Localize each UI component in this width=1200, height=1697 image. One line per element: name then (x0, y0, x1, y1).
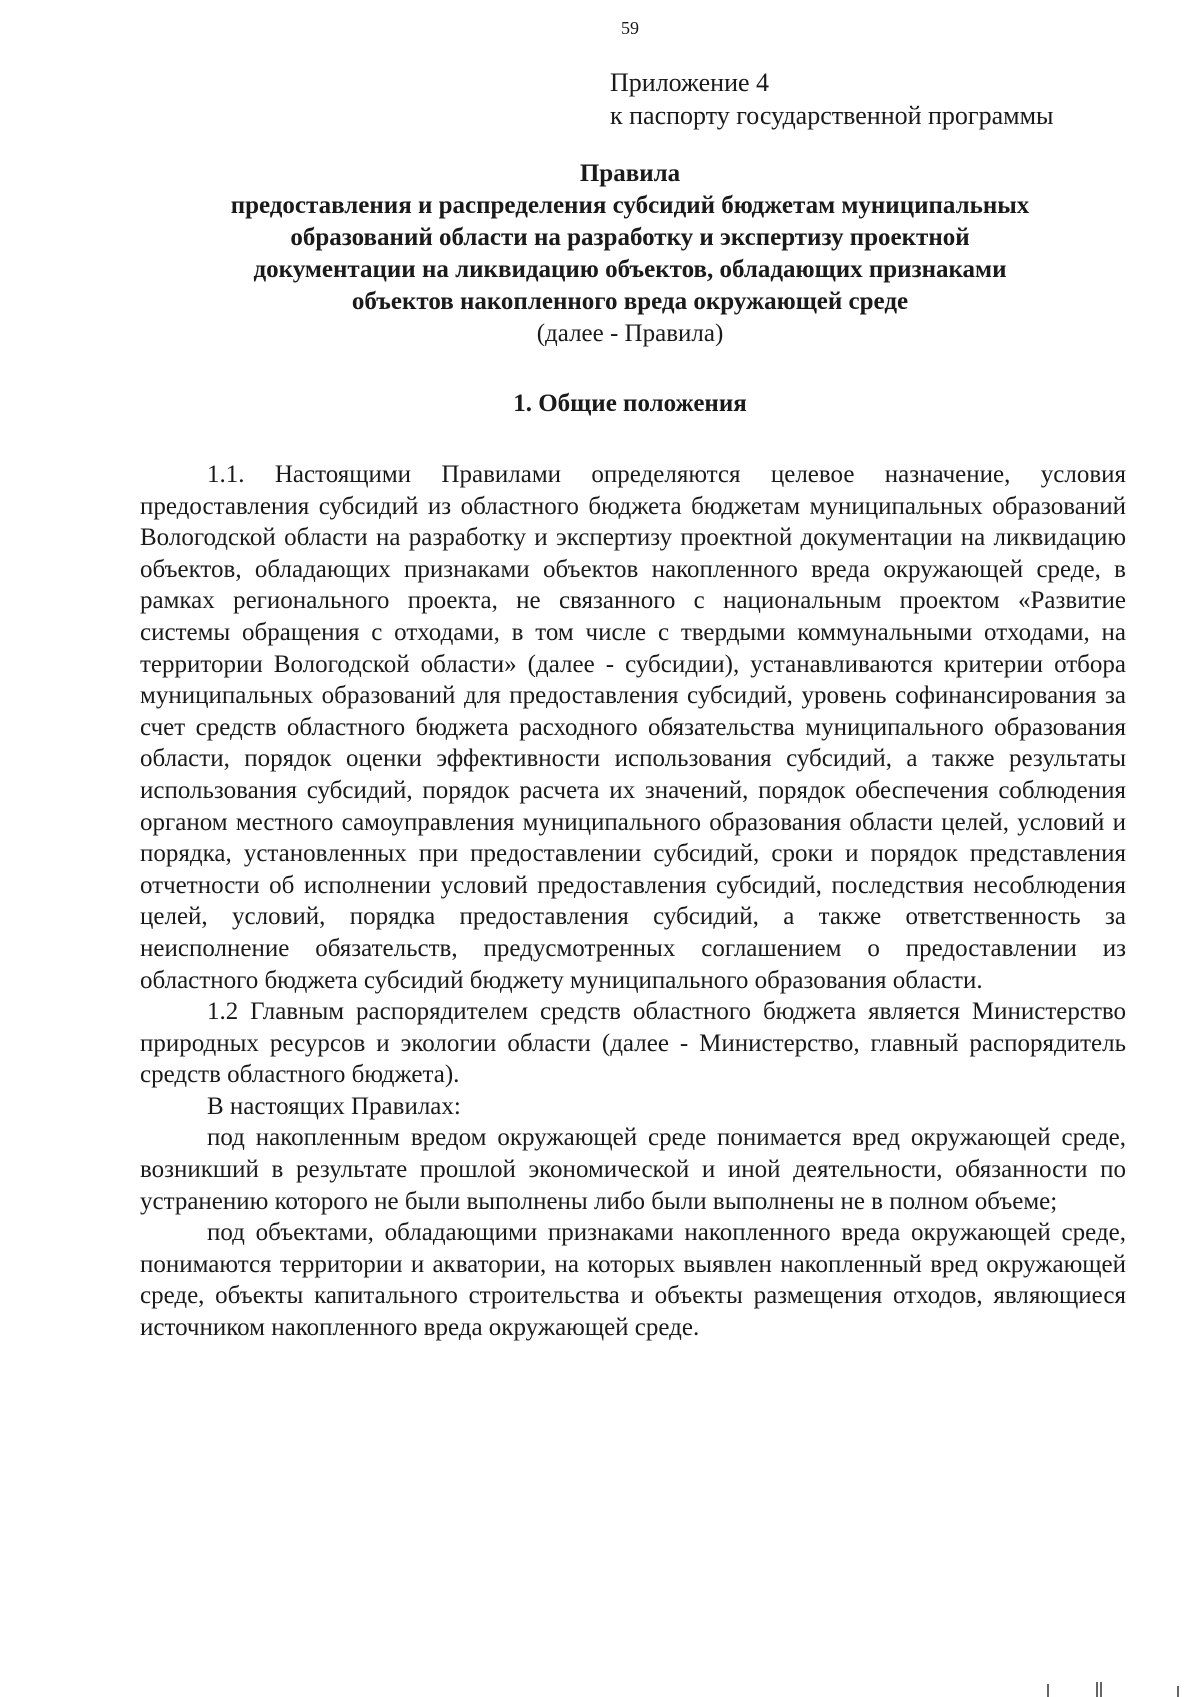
title-line: документации на ликвидацию объектов, обладающих признаками (253, 256, 1007, 283)
title-line: предоставления и распределения субсидий бюджетам муниципальных (230, 192, 1030, 219)
title-note: (далее - Правила) (536, 320, 724, 347)
page-number: 59 (621, 18, 639, 38)
title-main: Правила (579, 160, 681, 187)
paragraph: под объектами, обладающими признаками накопленного вреда окружающей среде, понимаются территории и акватории, на которых выявлен накопленный вред окружающей среде, объекты капитального строительства и объекты размещения отходов, являющиеся источником накопленного вреда окружающей среде. (140, 1219, 1126, 1342)
title-line: объектов накопленного вреда окружающей среде (351, 288, 909, 315)
paragraph: 1.2 Главным распорядителем средств областного бюджета является Министерство природных ресурсов и экологии области (далее - Министерство, главный распорядитель средств областного бюджета). (140, 998, 1126, 1089)
appendix-line-1: Приложение 4 (610, 68, 770, 97)
paragraph: под накопленным вредом окружающей среде понимается вред окружающей среде, возникший в результате прошлой экономической и иной деятельности, обязанности по устранению которого не были выполнены либо были выполнены не в полном объеме; (140, 1124, 1126, 1215)
title-line: образований области на разработку и экспертизу проектной (290, 224, 970, 251)
appendix-line-2: к паспорту государственной программы (610, 101, 1054, 130)
document-title (140, 158, 1120, 350)
section-heading: 1. Общие положения (513, 390, 747, 417)
section-body (140, 459, 1126, 1344)
paragraph: 1.1. Настоящими Правилами определяются целевое назначение, условия предоставления субсидий из областного бюджета бюджетам муниципальных образований Вологодской области на разработку и экспертизу проектной документации на ликвидацию объектов, обладающих признаками объектов накопленного вреда окружающей среде, в рамках регионального проекта, не связанного с национальным проектом «Развитие системы обращения с отходами, в том числе с твердыми коммунальными отходами, на территории Вологодской области» (далее - субсидии), устанавливаются критерии отбора муниципальных образований для предоставления субсидий, уровень софинансирования за счет средств областного бюджета расходного обязательства муниципального образования области, порядок оценки эффективности использования субсидий, а также результаты использования субсидий, порядок расчета их значений, порядок обеспечения соблюдения органом местного самоуправления муниципального образования области целей, условий и порядка, установленных при предоставлении субсидий, сроки и порядок представления отчетности об исполнении условий предоставления субсидий, последствия несоблюдения целей, условий, порядка предоставления субсидий, а также ответственность за неисполнение обязательств, предусмотренных соглашением о предоставлении из областного бюджета субсидий бюджету муниципального образования области. (140, 461, 1126, 994)
paragraph: В настоящих Правилах: (207, 1092, 461, 1120)
appendix-reference (610, 66, 1054, 132)
scan-artifacts (0, 1680, 1200, 1697)
